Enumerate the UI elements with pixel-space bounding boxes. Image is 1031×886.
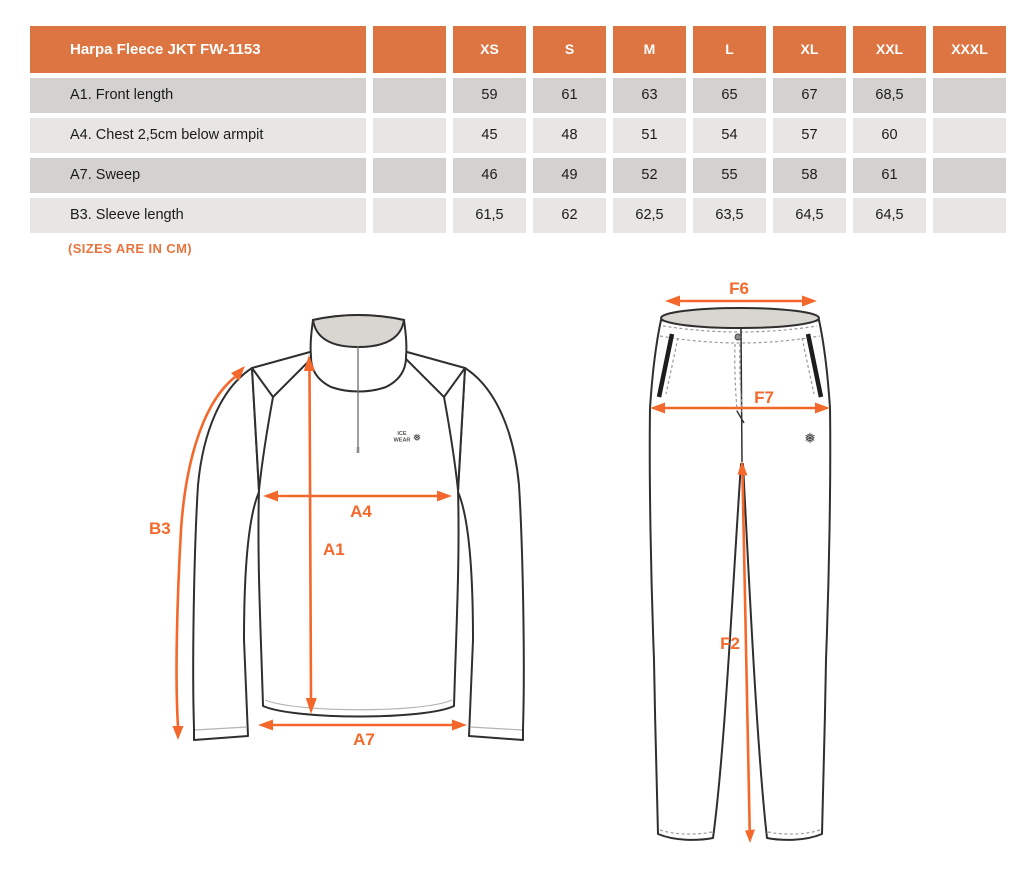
value-cell: 48 [533, 118, 606, 153]
size-header-m: M [613, 26, 686, 73]
table-header-row [30, 26, 1006, 73]
logo-text-wear: WEAR [393, 437, 411, 444]
value-cell: 49 [533, 158, 606, 193]
product-title-cell: Harpa Fleece JKT FW-1153 [30, 26, 366, 73]
empty-cell [373, 118, 446, 153]
size-header-xxxl: XXXL [933, 26, 1006, 73]
measurement-arrow-f6 [665, 280, 817, 307]
label-f7: F7 [754, 388, 774, 407]
empty-header-cell [373, 26, 446, 73]
value-cell: 61,5 [453, 198, 526, 233]
value-cell: 62 [533, 198, 606, 233]
value-cell: 63,5 [693, 198, 766, 233]
label-a4: A4 [350, 502, 372, 521]
jacket-drawing [149, 315, 524, 749]
value-cell: 59 [453, 78, 526, 113]
value-cell [933, 78, 1006, 113]
row-label: A1. Front length [30, 78, 366, 113]
size-header-xxl: XXL [853, 26, 926, 73]
size-header-xl: XL [773, 26, 846, 73]
empty-cell [373, 78, 446, 113]
value-cell: 67 [773, 78, 846, 113]
measurement-arrow-a7 [258, 720, 467, 750]
value-cell: 68,5 [853, 78, 926, 113]
label-f6: F6 [729, 280, 749, 298]
logo-text-ice: ICE [397, 431, 407, 437]
value-cell: 55 [693, 158, 766, 193]
size-header-s: S [533, 26, 606, 73]
size-header-xs: XS [453, 26, 526, 73]
label-f2: F2 [720, 634, 740, 653]
jacket-right-sleeve [458, 368, 524, 740]
jacket-diagram [145, 300, 545, 770]
value-cell: 61 [853, 158, 926, 193]
waist-button [735, 334, 741, 340]
value-cell: 64,5 [773, 198, 846, 233]
logo-snowflake-icon: ❅ [412, 433, 422, 444]
size-header-l: L [693, 26, 766, 73]
table-row-sweep [30, 158, 1006, 193]
pants-drawing [650, 280, 831, 843]
value-cell: 54 [693, 118, 766, 153]
label-a1: A1 [323, 540, 345, 559]
row-label: B3. Sleeve length [30, 198, 366, 233]
table-row-chest [30, 118, 1006, 153]
empty-cell [373, 158, 446, 193]
value-cell: 65 [693, 78, 766, 113]
value-cell [933, 198, 1006, 233]
value-cell: 52 [613, 158, 686, 193]
pants-diagram [645, 280, 835, 865]
label-a7: A7 [353, 730, 375, 749]
value-cell [933, 118, 1006, 153]
value-cell: 57 [773, 118, 846, 153]
hip-snowflake-icon: ❅ [804, 430, 816, 446]
table-row-sleeve-length [30, 198, 1006, 233]
waistband-opening [661, 308, 819, 328]
value-cell: 51 [613, 118, 686, 153]
value-cell: 45 [453, 118, 526, 153]
pants-outline [650, 320, 831, 840]
size-table [30, 26, 1006, 233]
value-cell: 64,5 [853, 198, 926, 233]
table-row-front-length [30, 78, 1006, 113]
empty-cell [373, 198, 446, 233]
value-cell: 62,5 [613, 198, 686, 233]
label-b3: B3 [149, 519, 171, 538]
value-cell [933, 158, 1006, 193]
row-label: A4. Chest 2,5cm below armpit [30, 118, 366, 153]
value-cell: 58 [773, 158, 846, 193]
value-cell: 46 [453, 158, 526, 193]
value-cell: 60 [853, 118, 926, 153]
row-label: A7. Sweep [30, 158, 366, 193]
value-cell: 63 [613, 78, 686, 113]
value-cell: 61 [533, 78, 606, 113]
sizes-unit-note: (SIZES ARE IN CM) [68, 241, 193, 256]
